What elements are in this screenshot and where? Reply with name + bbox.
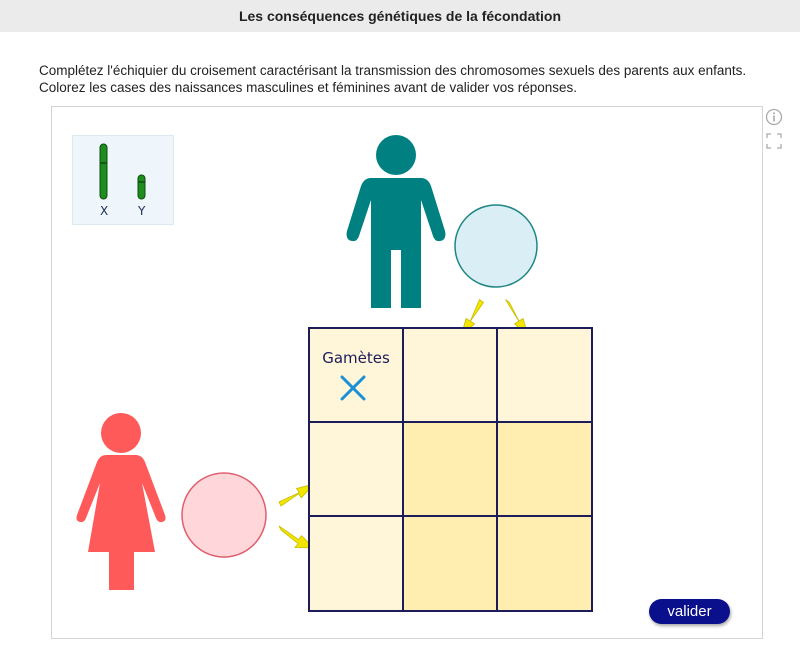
- validate-button[interactable]: valider: [649, 599, 730, 624]
- offspring-cell[interactable]: [404, 517, 498, 612]
- gametes-label: Gamètes: [322, 349, 390, 367]
- punnett-grid: [308, 327, 593, 612]
- offspring-cell[interactable]: [498, 517, 593, 612]
- male-gamete-cell[interactable]: [404, 329, 498, 423]
- cross-icon: [339, 374, 367, 402]
- offspring-cell[interactable]: [498, 423, 593, 517]
- male-gamete-circle: [455, 205, 537, 287]
- page-title: Les conséquences génétiques de la fécondation: [0, 0, 800, 32]
- female-gamete-cell[interactable]: [310, 517, 404, 612]
- female-gamete-circle: [182, 473, 266, 557]
- male-gamete-cell[interactable]: [498, 329, 593, 423]
- y-chromosome-label: Y: [138, 204, 146, 218]
- offspring-cell[interactable]: [404, 423, 498, 517]
- male-figure-icon: [347, 135, 446, 308]
- x-chromosome-label: X: [100, 204, 109, 218]
- female-gamete-cell[interactable]: [310, 423, 404, 517]
- female-figure-icon: [76, 413, 165, 590]
- grid-corner-cell: [310, 329, 404, 423]
- instructions-text: Complétez l'échiquier du croisement caractérisant la transmission des chromosomes sexuels des parents aux enfants. Colorez les cases des naissances masculines et féminines avant de valider vos réponses.: [39, 63, 747, 95]
